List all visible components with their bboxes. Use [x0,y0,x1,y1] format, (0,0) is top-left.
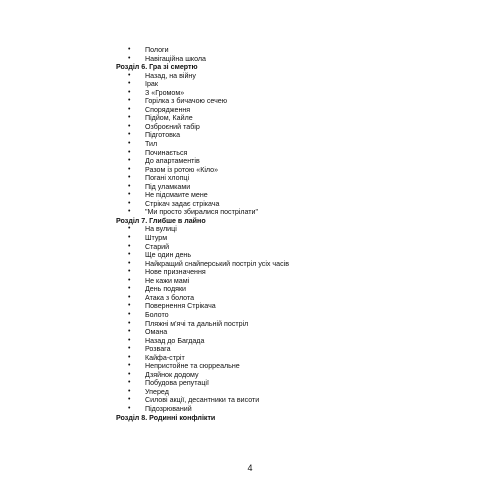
toc-entry [116,379,416,388]
bullet-icon: • [128,336,131,344]
toc-entry [116,320,416,329]
toc-entry [116,225,416,234]
toc-entry-text: Старий [145,242,170,251]
toc-entry [116,371,416,380]
toc-entry-text: Болото [145,310,169,319]
bullet-icon: • [128,182,131,190]
toc-entry-text: Пологи [145,46,169,54]
bullet-icon: • [128,353,131,361]
bullet-icon: • [128,387,131,395]
toc-entry-text: Непристойне та сюрреальне [145,362,240,371]
bullet-icon: • [128,242,131,250]
toc-entry-text: З «Громом» [145,88,185,97]
section-heading [116,414,416,423]
bullet-icon: • [128,208,131,216]
toc-entry [116,337,416,346]
toc-entry [116,183,416,192]
bullet-icon: • [128,225,131,233]
bullet-icon: • [128,404,131,412]
toc-entry-text: День подяки [145,285,187,294]
bullet-icon: • [128,345,131,353]
toc-entry [116,285,416,294]
toc-entry-text: Побудова репутації [145,379,209,388]
toc-entry-text: Горілка з бичачою сечею [145,97,228,106]
bullet-icon: • [128,157,131,165]
toc-entry-text: Спорядження [145,105,191,114]
toc-entry [116,208,416,217]
toc-entry [116,362,416,371]
toc-entry-text: Під уламками [145,182,191,191]
bullet-icon: • [128,46,131,53]
section-heading-text: Розділ 6. Гра зі смертю [116,63,198,72]
toc-entry-text: Підйом, Кайле [145,114,193,123]
toc-entry [116,243,416,252]
toc-entry-text: Уперед [145,387,169,396]
toc-entry [116,80,416,89]
bullet-icon: • [128,140,131,148]
toc-entry-text: Назад до Багдада [145,336,205,345]
bullet-icon: • [128,285,131,293]
toc-entry-text: Не підсмаите мене [145,191,208,200]
toc-entry [116,72,416,81]
toc-entry-text: Навігаційна школа [145,54,206,63]
toc-entry [116,388,416,397]
section-heading [116,217,416,226]
toc-entry-text: Підготовка [145,131,181,140]
toc-entry-text: Разом із ротою «Кіло» [145,165,219,174]
bullet-icon: • [128,234,131,242]
toc-entry [116,131,416,140]
toc-entry [116,149,416,158]
toc-entry [116,345,416,354]
bullet-icon: • [128,114,131,122]
toc-entry [116,302,416,311]
bullet-icon: • [128,276,131,284]
bullet-icon: • [128,370,131,378]
toc-entry [116,46,416,55]
toc-entry [116,140,416,149]
toc-entry [116,277,416,286]
section-heading-text: Розділ 8. Родинні конфлікти [116,413,216,422]
bullet-icon: • [128,71,131,79]
bullet-icon: • [128,302,131,310]
toc-entry [116,328,416,337]
bullet-icon: • [128,259,131,267]
bullet-icon: • [128,88,131,96]
toc-entry [116,106,416,115]
toc-entry [116,200,416,209]
bullet-icon: • [128,379,131,387]
toc-entry-text: Підозрюваний [145,404,192,413]
bullet-icon: • [128,131,131,139]
bullet-icon: • [128,97,131,105]
toc-entry-text: Пляжні м'ячі та дальній постріл [145,319,249,328]
bullet-icon: • [128,268,131,276]
table-of-contents [116,46,416,422]
toc-entry [116,157,416,166]
bullet-icon: • [128,199,131,207]
toc-entry-text: На вулиці [145,225,177,234]
bullet-icon: • [128,148,131,156]
toc-entry-text: Ірак [145,80,158,89]
toc-entry [116,251,416,260]
toc-entry [116,311,416,320]
bullet-icon: • [128,122,131,130]
bullet-icon: • [128,174,131,182]
toc-entry-text: Штурм [145,234,168,243]
toc-entry [116,89,416,98]
bullet-icon: • [128,251,131,259]
bullet-icon: • [128,319,131,327]
toc-entry [116,405,416,414]
bullet-icon: • [128,396,131,404]
toc-entry [116,354,416,363]
section-heading [116,63,416,72]
toc-entry-text: Омана [145,328,168,337]
toc-entry-text: Починається [145,148,188,157]
toc-entry-text: Озброєний табір [145,122,200,131]
toc-entry [116,114,416,123]
bullet-icon: • [128,165,131,173]
bullet-icon: • [128,191,131,199]
toc-entry-text: Силові акції, десантники та висоти [145,396,260,405]
toc-entry-text: Найкращий снайперський постріл усіх часів [145,259,289,268]
bullet-icon: • [128,310,131,318]
toc-entry-text: Атака з болота [145,293,195,302]
toc-entry [116,260,416,269]
section-heading-text: Розділ 7. Глибше в лайно [116,216,206,225]
toc-entry [116,234,416,243]
bullet-icon: • [128,293,131,301]
bullet-icon: • [128,80,131,88]
toc-entry-text: Стрікач задає стрікача [145,199,220,208]
bullet-icon: • [128,54,131,62]
toc-entry-text: Розвага [145,345,171,354]
toc-entry-text: Погані хлопці [145,174,190,183]
toc-entry-text: Повернення Стрікача [145,302,216,311]
bullet-icon: • [128,328,131,336]
toc-entry-text: Кайфа-стріт [145,353,185,362]
page-number: 4 [247,463,253,473]
toc-entry-text: Нове призначення [145,268,206,277]
toc-entry-text: Тил [145,140,158,149]
toc-entry [116,55,416,64]
toc-entry-text: Не кажи мамі [145,276,190,285]
toc-entry [116,123,416,132]
toc-entry [116,396,416,405]
toc-entry-text: Назад, на війну [145,71,196,80]
toc-entry [116,97,416,106]
toc-entry [116,191,416,200]
toc-entry-text: До апартаментів [145,157,200,166]
toc-entry [116,174,416,183]
bullet-icon: • [128,105,131,113]
toc-entry [116,294,416,303]
toc-entry [116,166,416,175]
bullet-icon: • [128,362,131,370]
toc-entry-text: Ще один день [145,251,192,260]
toc-entry-text: Дзяйнок додому [145,370,199,379]
toc-entry-text: "Ми просто збиралися пострілати" [145,208,259,217]
toc-entry [116,268,416,277]
